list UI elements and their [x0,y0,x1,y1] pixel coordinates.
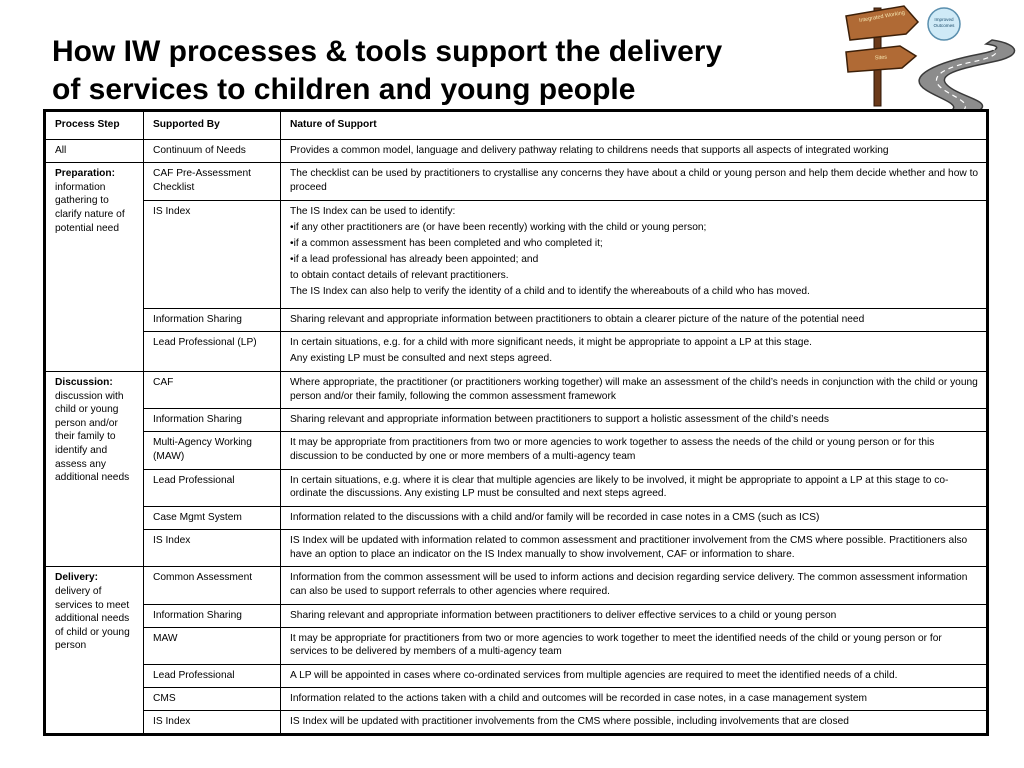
support-text-line: The IS Index can also help to verify the identity of a child and to identify the whereabouts of a child who has moved. [290,286,810,298]
supported-by-cell: Information Sharing [144,604,281,627]
signpost-road-icon [842,0,1024,110]
support-table [43,109,989,736]
support-text-line: IS Index will be updated with information related to common assessment and practitioner involvement from the CMS where possible. Practitioners also have an option to place an indicator on the IS Index manually to show involvement, CAF or information to share. [290,534,968,560]
nature-of-support-cell [281,371,987,408]
process-step-cell [46,163,144,372]
process-step-name: All [55,145,67,157]
table-row [46,163,987,200]
signpost-bottom-text: Sites [874,54,888,62]
nature-of-support-cell [281,627,987,664]
table-row [46,140,987,163]
table-row [46,371,987,408]
support-text-line: In certain situations, e.g. for a child with more significant needs, it might be appropriate to appoint a LP at this stage. [290,336,812,348]
supported-by-cell: Lead Professional [144,665,281,688]
process-step-name: Preparation: [55,168,116,180]
nature-of-support-cell [281,163,987,200]
table-row [46,309,987,332]
support-text-line: Any existing LP must be consulted and next steps agreed. [290,353,553,365]
table-row [46,687,987,710]
supported-by-cell: Continuum of Needs [144,140,281,163]
nature-of-support-cell [281,687,987,710]
nature-of-support-cell [281,432,987,469]
process-step-cell [46,140,144,163]
nature-of-support-cell [281,567,987,604]
support-text-line: The IS Index can be used to identify: [290,205,456,217]
table-row [46,567,987,604]
supported-by-cell: Common Assessment [144,567,281,604]
header-process-step: Process Step [46,112,144,140]
support-text-line: •if a lead professional has already been appointed; and [290,253,539,265]
support-text-line: Where appropriate, the practitioner (or practitioners working together) will make an assessment of the child’s needs in conjunction with the child or young person and/or their family, following the common assessment framework [290,376,978,402]
support-text-line: Sharing relevant and appropriate information between practitioners to deliver effective services to a child or young person [290,609,837,621]
nature-of-support-cell [281,710,987,733]
table-row [46,604,987,627]
process-step-name: Discussion: [55,376,113,388]
nature-of-support-cell [281,309,987,332]
supported-by-cell: Multi-Agency Working (MAW) [144,432,281,469]
support-text-line: •if any other practitioners are (or have been recently) working with the child or young person; [290,221,707,233]
supported-by-cell: IS Index [144,200,281,308]
table-row [46,432,987,469]
table-row [46,507,987,530]
nature-of-support-cell [281,200,987,308]
supported-by-cell: Information Sharing [144,409,281,432]
support-text-line: The checklist can be used by practitioners to crystallise any concerns they have about a child or young person and help them decide whether and how to proceed [290,168,979,193]
page-title [52,33,832,109]
title-line-2: of services to children and young people [52,73,636,106]
process-step-cell [46,567,144,734]
table-row [46,200,987,308]
support-text-line: It may be appropriate from practitioners from two or more agencies to work together to assess the needs of the child or young person or for this discussion to be conducted by one or more members of a multi-agency team [290,437,935,462]
support-text-line: •if a common assessment has been completed and who completed it; [290,237,603,249]
signpost-top-text: Integrated Working [858,10,906,24]
supported-by-cell: Lead Professional [144,469,281,506]
table-row [46,710,987,733]
nature-of-support-cell [281,665,987,688]
supported-by-cell: CAF [144,371,281,408]
title-line-1: How IW processes & tools support the delivery [52,35,723,68]
supported-by-cell: IS Index [144,710,281,733]
support-text-line: It may be appropriate for practitioners from two or more agencies to work together to meet the identified needs of the child or young person or for services to be delivered by members of a multi-agency team [290,632,942,658]
table-header-row [46,112,987,140]
nature-of-support-cell [281,507,987,530]
nature-of-support-cell [281,469,987,506]
nature-of-support-cell [281,529,987,566]
table-row [46,665,987,688]
support-text-line: In certain situations, e.g. where it is clear that multiple agencies are likely to be involved, it might be appropriate to appoint a LP at this stage to co-ordinate the discussions. Any existing LP must be consulted and next steps agreed. [290,474,949,500]
nature-of-support-cell [281,331,987,371]
support-text-line: Information from the common assessment will be used to inform actions and decision regarding service delivery. The common assessment information can also be used to support referrals to other agencies where required. [290,572,968,597]
header-nature-of-support: Nature of Support [281,112,987,140]
header-supported-by: Supported By [144,112,281,140]
supported-by-cell: CAF Pre-Assessment Checklist [144,163,281,200]
support-text-line: Sharing relevant and appropriate information between practitioners to obtain a clearer picture of the nature of the potential need [290,314,865,325]
support-text-line: to obtain contact details of relevant practitioners. [290,269,509,281]
table-row [46,469,987,506]
table-row [46,409,987,432]
supported-by-cell: Lead Professional (LP) [144,331,281,371]
table-row [46,529,987,566]
support-text-line: Information related to the actions taken with a child and outcomes will be recorded in case notes, in a case management system [290,692,868,704]
support-text-line: A LP will be appointed in cases where co-ordinated services from multiple agencies are required to meet the identified needs of a child. [290,670,898,682]
process-step-description: delivery of services to meet additional needs of child or young person [55,585,130,652]
supported-by-cell: CMS [144,687,281,710]
process-step-description: discussion with child or young person and/or their family to identify and assess any additional needs [55,390,130,484]
supported-by-cell: Case Mgmt System [144,507,281,530]
support-text-line: Provides a common model, language and delivery pathway relating to childrens needs that supports all aspects of integrated working [290,145,889,157]
support-text-line: Sharing relevant and appropriate information between practitioners to support a holistic assessment of the child’s needs [290,414,829,426]
table-row [46,331,987,371]
supported-by-cell: Information Sharing [144,309,281,332]
supported-by-cell: IS Index [144,529,281,566]
support-text-line: Information related to the discussions with a child and/or family will be recorded in case notes in a CMS (such as ICS) [290,512,820,524]
supported-by-cell: MAW [144,627,281,664]
outcome-circle-text: Improved Outcomes [933,17,955,28]
process-step-name: Delivery: [55,572,99,584]
nature-of-support-cell [281,409,987,432]
nature-of-support-cell [281,140,987,163]
process-step-description: information gathering to clarify nature of potential need [55,181,125,234]
nature-of-support-cell [281,604,987,627]
process-step-cell [46,371,144,566]
table-row [46,627,987,664]
support-text-line: IS Index will be updated with practitioner involvements from the CMS where possible, including involvements that are closed [290,715,849,727]
